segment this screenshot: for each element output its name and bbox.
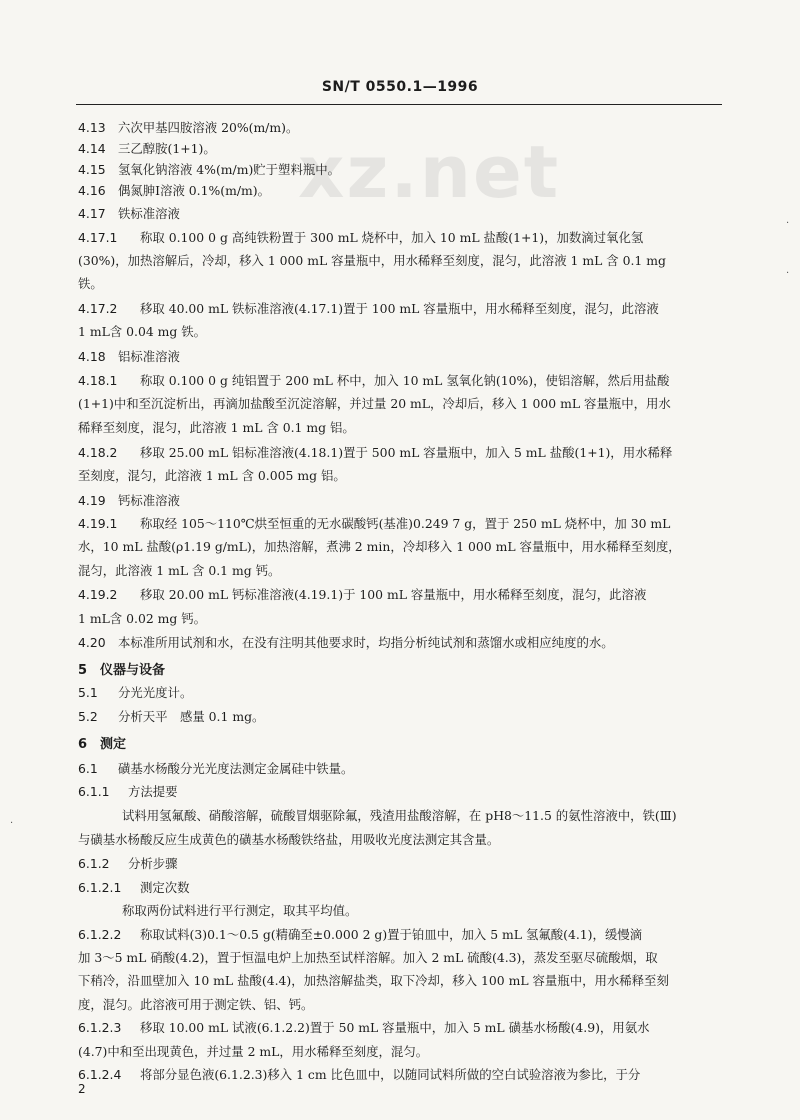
clause-number: 6.1.2	[78, 856, 110, 871]
line-text: 称取 0.100 0 g 纯铝置于 200 mL 杯中，加入 10 mL 氢氧化钠(10%)，使铝溶解，然后用盐酸	[140, 373, 670, 388]
text-line	[0, 583, 800, 607]
margin-mark: ·	[10, 818, 14, 829]
text-line	[0, 1016, 800, 1040]
text-line	[0, 297, 800, 321]
clause-number: 6.1	[78, 761, 98, 776]
line-text: 试料用氢氟酸、硝酸溶解，硫酸冒烟驱除氟，残渣用盐酸溶解，在 pH8～11.5 的氨性溶液中，铁(Ⅲ)	[122, 808, 677, 823]
line-text: 钙标准溶液	[118, 493, 180, 508]
line-text: 六次甲基四胺溶液 20%(m/m)。	[118, 120, 299, 135]
text-line	[0, 780, 800, 804]
line-text: 测定	[100, 737, 127, 752]
text-line	[0, 320, 800, 344]
line-text: 偶氮胂Ⅰ溶液 0.1%(m/m)。	[118, 183, 270, 198]
clause-number: 4.18.2	[78, 445, 118, 460]
line-text: 移取 20.00 mL 钙标准溶液(4.19.1)于 100 mL 容量瓶中，用水稀释至刻度，混匀，此溶液	[140, 587, 647, 602]
line-text: 稀释至刻度，混匀，此溶液 1 mL 含 0.1 mg 铝。	[78, 420, 355, 435]
clause-number: 4.17.1	[78, 230, 118, 245]
line-text: 移取 40.00 mL 铁标准溶液(4.17.1)置于 100 mL 容量瓶中，用水稀释至刻度，混匀，此溶液	[140, 301, 659, 316]
clause-number: 4.17.2	[78, 301, 118, 316]
text-line	[0, 681, 800, 705]
text-line	[0, 852, 800, 876]
line-text: 移取 10.00 mL 试液(6.1.2.2)置于 50 mL 容量瓶中，加入 5 mL 磺基水杨酸(4.9)，用氨水	[140, 1020, 650, 1035]
clause-number: 6.1.2.2	[78, 927, 122, 942]
clause-number: 5	[78, 663, 88, 678]
margin-mark: ·	[786, 268, 790, 279]
line-text: 下稍冷，沿皿壁加入 10 mL 盐酸(4.4)，加热溶解盐类，取下冷却，移入 100 mL 容量瓶中，用水稀释至刻	[78, 973, 669, 988]
clause-number: 4.18	[78, 349, 106, 364]
text-line	[0, 876, 800, 900]
line-text: (30%)，加热溶解后，冷却，移入 1 000 mL 容量瓶中，用水稀释至刻度，混匀，此溶液 1 mL 含 0.1 mg	[78, 253, 666, 268]
line-text: 铁。	[78, 276, 103, 291]
watermark: xz.net	[298, 130, 561, 214]
clause-number: 4.16	[78, 183, 106, 198]
header-rule	[76, 104, 722, 105]
line-text: (1+1)中和至沉淀析出，再滴加盐酸至沉淀溶解，并过量 20 mL，冷却后，移入 1 000 mL 容量瓶中，用水	[78, 396, 671, 411]
text-line	[0, 345, 800, 369]
line-text: 称取试料(3)0.1～0.5 g(精确至±0.000 2 g)置于铂皿中，加入 5 mL 氢氟酸(4.1)，缓慢滴	[140, 927, 643, 942]
text-line	[0, 607, 800, 631]
line-text: 铝标准溶液	[118, 349, 180, 364]
text-line	[0, 899, 800, 923]
line-text: 仪器与设备	[100, 663, 166, 678]
clause-number: 6.1.2.4	[78, 1067, 122, 1082]
line-text: 本标准所用试剂和水，在没有注明其他要求时，均指分析纯试剂和蒸馏水或相应纯度的水。	[118, 635, 614, 650]
text-line	[0, 828, 800, 852]
text-line	[0, 705, 800, 729]
line-text: 称取两份试料进行平行测定，取其平均值。	[122, 903, 358, 918]
clause-number: 6.1.2.1	[78, 880, 122, 895]
text-line	[0, 535, 800, 559]
text-line	[0, 969, 800, 993]
clause-number: 6	[78, 737, 88, 752]
clause-number: 4.19.1	[78, 516, 118, 531]
line-text: 度，混匀。此溶液可用于测定铁、铝、钙。	[78, 997, 314, 1012]
text-line	[0, 249, 800, 273]
line-text: 移取 25.00 mL 铝标准溶液(4.18.1)置于 500 mL 容量瓶中，加入 5 mL 盐酸(1+1)，用水稀释	[140, 445, 673, 460]
text-line	[0, 489, 800, 513]
line-text: 测定次数	[140, 880, 190, 895]
section-heading	[0, 659, 800, 683]
line-text: 方法提要	[128, 784, 178, 799]
line-text: 磺基水杨酸分光光度法测定金属硅中铁量。	[118, 761, 354, 776]
clause-number: 4.20	[78, 635, 106, 650]
text-line	[0, 226, 800, 250]
line-text: 1 mL含 0.04 mg 铁。	[78, 324, 207, 339]
clause-number: 4.14	[78, 141, 106, 156]
text-line	[0, 512, 800, 536]
line-text: 将部分显色液(6.1.2.3)移入 1 cm 比色皿中，以随同试料所做的空白试验溶液为参比，于分	[140, 1067, 641, 1082]
page-number: 2	[78, 1082, 86, 1096]
text-line	[0, 272, 800, 296]
line-text: 水，10 mL 盐酸(ρ1.19 g/mL)，加热溶解，煮沸 2 min，冷却移入 1 000 mL 容量瓶中，用水稀释至刻度，	[78, 539, 681, 554]
text-line	[0, 631, 800, 655]
text-line	[0, 923, 800, 947]
line-text: 分析天平 感量 0.1 mg。	[118, 709, 265, 724]
line-text: 分析步骤	[128, 856, 178, 871]
text-line	[0, 202, 800, 226]
text-line	[0, 464, 800, 488]
text-line	[0, 179, 800, 203]
line-text: 铁标准溶液	[118, 206, 180, 221]
text-line	[0, 441, 800, 465]
text-line	[0, 993, 800, 1017]
clause-number: 6.1.2.3	[78, 1020, 122, 1035]
line-text: 加 3～5 mL 硝酸(4.2)，置于恒温电炉上加热至试样溶解。加入 2 mL 硫酸(4.3)，蒸发至驱尽硫酸烟，取	[78, 950, 658, 965]
text-line	[0, 804, 800, 828]
clause-number: 5.2	[78, 709, 98, 724]
text-line	[0, 1063, 800, 1087]
line-text: 氢氧化钠溶液 4%(m/m)贮于塑料瓶中。	[118, 162, 341, 177]
text-line	[0, 946, 800, 970]
margin-mark: ·	[786, 218, 790, 229]
clause-number: 4.19	[78, 493, 106, 508]
line-text: 混匀，此溶液 1 mL 含 0.1 mg 钙。	[78, 563, 281, 578]
line-text: 称取 0.100 0 g 高纯铁粉置于 300 mL 烧杯中，加入 10 mL 盐酸(1+1)，加数滴过氧化氢	[140, 230, 644, 245]
text-line	[0, 416, 800, 440]
clause-number: 4.13	[78, 120, 106, 135]
clause-number: 6.1.1	[78, 784, 110, 799]
page-header: SN/T 0550.1—1996	[321, 79, 479, 95]
line-text: 分光光度计。	[118, 685, 193, 700]
line-text: 与磺基水杨酸反应生成黄色的磺基水杨酸铁络盐，用吸收光度法测定其含量。	[78, 832, 500, 847]
clause-number: 4.15	[78, 162, 106, 177]
text-line	[0, 1040, 800, 1064]
line-text: 1 mL含 0.02 mg 钙。	[78, 611, 207, 626]
line-text: 称取经 105～110℃烘至恒重的无水碳酸钙(基准)0.249 7 g，置于 250 mL 烧杯中，加 30 mL	[140, 516, 671, 531]
clause-number: 4.17	[78, 206, 106, 221]
clause-number: 4.19.2	[78, 587, 118, 602]
section-heading	[0, 733, 800, 757]
text-line	[0, 369, 800, 393]
text-line	[0, 559, 800, 583]
clause-number: 5.1	[78, 685, 98, 700]
clause-number: 4.18.1	[78, 373, 118, 388]
text-line	[0, 392, 800, 416]
line-text: (4.7)中和至出现黄色，并过量 2 mL，用水稀释至刻度，混匀。	[78, 1044, 429, 1059]
line-text: 至刻度，混匀，此溶液 1 mL 含 0.005 mg 铝。	[78, 468, 346, 483]
line-text: 三乙醇胺(1+1)。	[118, 141, 216, 156]
text-line	[0, 757, 800, 781]
